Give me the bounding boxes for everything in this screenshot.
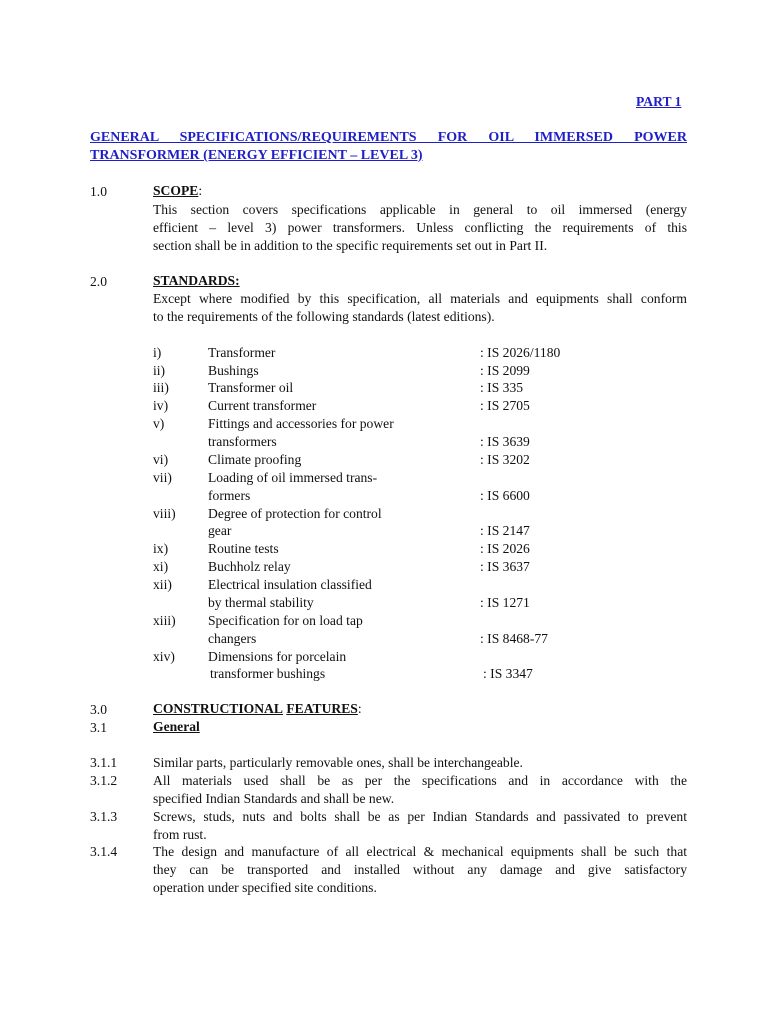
- item-standard: : IS 2026/1180: [480, 345, 561, 360]
- item-standard: : IS 1271: [480, 595, 530, 610]
- standards-intro-line-2: to the requirements of the following standards (latest editions).: [153, 309, 495, 324]
- scope-heading-colon: :: [198, 183, 203, 198]
- part-label: PART 1: [636, 94, 682, 109]
- construction-heading-word-2: FEATURES: [286, 701, 358, 716]
- item-standard: : IS 2147: [480, 523, 530, 538]
- item-name: Climate proofing: [208, 452, 302, 467]
- clause-text-line: from rust.: [153, 827, 207, 842]
- item-number: iv): [153, 398, 169, 413]
- clause-text-line: they can be transported and installed without any damage and give satisfactory: [153, 862, 687, 877]
- item-standard: : IS 2099: [480, 363, 530, 378]
- scope-line-2: efficient – level 3) power transformers. Unless conflicting the requirements of this: [153, 220, 687, 235]
- item-standard: : IS 8468-77: [480, 631, 548, 646]
- item-name-continued: transformers: [208, 434, 277, 449]
- clause-number: 3.1.2: [90, 773, 118, 788]
- clause-text-line: All materials used shall be as per the specifications and in accordance with the: [153, 773, 687, 788]
- item-name-continued: transformer bushings: [210, 666, 326, 681]
- item-number: xi): [153, 559, 169, 574]
- item-number: v): [153, 416, 165, 431]
- item-standard: : IS 6600: [480, 488, 530, 503]
- clause-text-line: Screws, studs, nuts and bolts shall be as per Indian Standards and passivated to prevent: [153, 809, 687, 824]
- item-standard: : IS 2705: [480, 398, 530, 413]
- item-number: vii): [153, 470, 172, 485]
- item-standard: : IS 3202: [480, 452, 530, 467]
- subsection-number-general: 3.1: [90, 720, 107, 735]
- clause-text-line: Similar parts, particularly removable ones, shall be interchangeable.: [153, 755, 523, 770]
- clause-text-line: specified Indian Standards and shall be new.: [153, 791, 395, 806]
- item-name: Dimensions for porcelain: [208, 649, 347, 664]
- construction-heading: [153, 700, 362, 718]
- document-title-line-2: TRANSFORMER (ENERGY EFFICIENT – LEVEL 3): [90, 148, 423, 163]
- item-name-continued: gear: [208, 523, 232, 538]
- item-name-continued: changers: [208, 631, 257, 646]
- item-standard: : IS 3639: [480, 434, 530, 449]
- item-name-continued: by thermal stability: [208, 595, 314, 610]
- construction-heading-word-1: CONSTRUCTIONAL: [153, 701, 283, 716]
- item-number: xiii): [153, 613, 176, 628]
- general-subheading: General: [153, 719, 200, 734]
- standards-intro-line-1: Except where modified by this specification, all materials and equipments shall conform: [153, 291, 687, 306]
- section-number-construction: 3.0: [90, 702, 107, 717]
- item-number: viii): [153, 506, 176, 521]
- construction-heading-colon: :: [357, 701, 362, 716]
- item-name: Loading of oil immersed trans-: [208, 470, 378, 485]
- clause-number: 3.1.1: [90, 755, 118, 770]
- item-name: Fittings and accessories for power: [208, 416, 394, 431]
- item-name: Routine tests: [208, 541, 279, 556]
- item-standard: : IS 3347: [483, 666, 533, 681]
- item-number: ix): [153, 541, 169, 556]
- item-name: Buchholz relay: [208, 559, 291, 574]
- item-name: Specification for on load tap: [208, 613, 363, 628]
- item-number: xiv): [153, 649, 175, 664]
- item-standard: : IS 335: [480, 380, 524, 395]
- clause-number: 3.1.3: [90, 809, 118, 824]
- item-number: iii): [153, 380, 169, 395]
- item-number: ii): [153, 363, 166, 378]
- scope-heading: [153, 182, 202, 200]
- standards-heading: STANDARDS:: [153, 273, 240, 288]
- scope-line-3: section shall be in addition to the specific requirements set out in Part II.: [153, 238, 548, 253]
- item-number: i): [153, 345, 162, 360]
- item-name: Bushings: [208, 363, 259, 378]
- section-number-standards: 2.0: [90, 274, 107, 289]
- item-standard: : IS 2026: [480, 541, 530, 556]
- item-name: Transformer: [208, 345, 276, 360]
- item-name: Transformer oil: [208, 380, 294, 395]
- item-name: Degree of protection for control: [208, 506, 382, 521]
- standards-list-item: [153, 344, 161, 362]
- item-name: Current transformer: [208, 398, 317, 413]
- item-standard: : IS 3637: [480, 559, 530, 574]
- item-number: xii): [153, 577, 172, 592]
- clause-number: 3.1.4: [90, 844, 118, 859]
- section-number-scope: 1.0: [90, 184, 107, 199]
- scope-line-1: This section covers specifications applicable in general to oil immersed (energy: [153, 202, 687, 217]
- clause-text-line: operation under specified site conditions.: [153, 880, 377, 895]
- clause-text-line: The design and manufacture of all electrical & mechanical equipments shall be such that: [153, 844, 687, 859]
- document-title-line-1: GENERAL SPECIFICATIONS/REQUIREMENTS FOR OIL IMMERSED POWER: [90, 130, 687, 145]
- scope-heading-text: SCOPE: [153, 183, 199, 198]
- item-name: Electrical insulation classified: [208, 577, 372, 592]
- item-name-continued: formers: [208, 488, 251, 503]
- item-number: vi): [153, 452, 169, 467]
